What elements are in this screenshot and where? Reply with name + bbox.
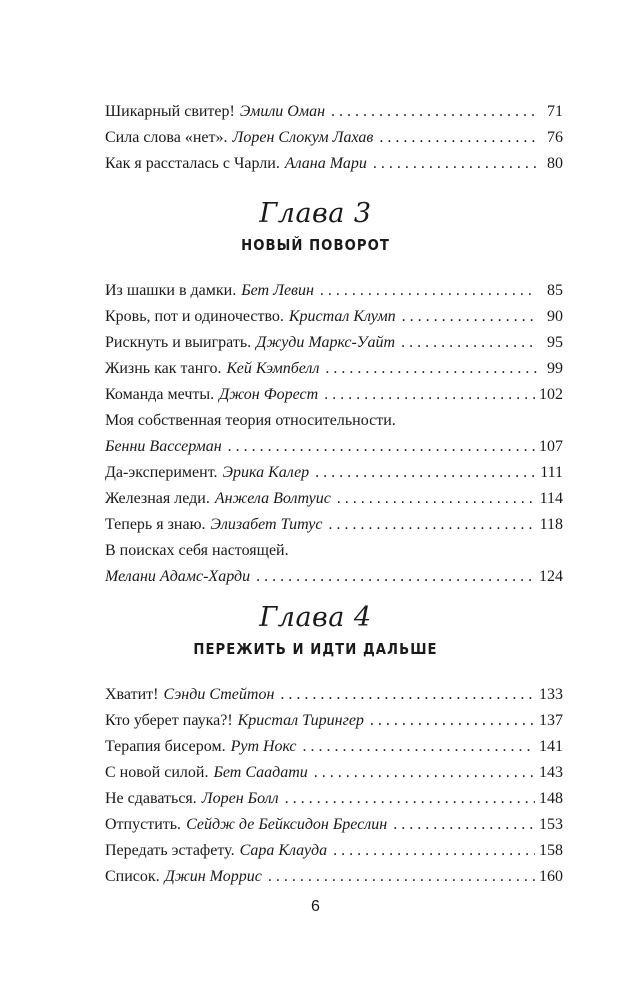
dot-leader bbox=[324, 382, 535, 408]
entry-author: Алана Мари bbox=[284, 155, 367, 172]
entry-title: Рискнуть и выиграть. bbox=[105, 334, 252, 351]
toc-entry bbox=[105, 125, 563, 151]
toc-entry bbox=[105, 838, 563, 864]
dot-leader bbox=[320, 278, 537, 304]
entry-author: Джон Форест bbox=[219, 386, 319, 403]
toc-entry bbox=[105, 99, 563, 125]
entry-title: Хватит! bbox=[105, 686, 159, 703]
toc-entry bbox=[105, 434, 563, 460]
dot-leader bbox=[328, 512, 535, 538]
entry-page-number: 107 bbox=[539, 438, 563, 455]
entry-title: Сила слова «нет». bbox=[105, 129, 228, 146]
entry-author: Лорен Слокум Лахав bbox=[232, 129, 374, 146]
chapter-label: Глава 4 bbox=[259, 602, 372, 633]
page-number: 6 bbox=[311, 898, 320, 915]
entry-author: Бет Левин bbox=[241, 282, 314, 299]
entry-page-number: 85 bbox=[547, 282, 563, 299]
toc-entry bbox=[105, 786, 563, 812]
dot-leader bbox=[337, 486, 536, 512]
entry-page-number: 160 bbox=[539, 868, 563, 885]
entry-author: Кристал Клумп bbox=[288, 308, 396, 325]
entry-page-number: 124 bbox=[539, 568, 563, 585]
entry-title: Из шашки в дамки. bbox=[105, 282, 237, 299]
entry-author: Сэнди Стейтон bbox=[163, 686, 275, 703]
entry-title: Не сдаваться. bbox=[105, 790, 197, 807]
toc-entry bbox=[105, 734, 563, 760]
toc-entry bbox=[105, 151, 563, 177]
entry-title: Как я рассталась с Чарли. bbox=[105, 155, 280, 172]
toc-entry bbox=[105, 486, 563, 512]
entry-page-number: 118 bbox=[539, 516, 563, 533]
entry-author: Лорен Болл bbox=[201, 790, 279, 807]
entry-title: Кровь, пот и одиночество. bbox=[105, 308, 284, 325]
toc-entry bbox=[105, 330, 563, 356]
entry-title: Моя собственная теория относительности. bbox=[105, 412, 396, 429]
entry-page-number: 137 bbox=[539, 712, 563, 729]
entry-page-number: 80 bbox=[547, 155, 563, 172]
dot-leader bbox=[373, 151, 537, 177]
entry-title: Список. bbox=[105, 868, 160, 885]
entry-title: Кто уберет паука?! bbox=[105, 712, 233, 729]
toc-entry bbox=[105, 278, 563, 304]
entry-title: С новой силой. bbox=[105, 764, 209, 781]
entry-page-number: 102 bbox=[539, 386, 563, 403]
entry-author: Кей Кэмпбелл bbox=[226, 360, 320, 377]
entry-author: Джуди Маркс-Уайт bbox=[256, 334, 396, 351]
dot-leader bbox=[285, 786, 535, 812]
entry-title: Шикарный свитер! bbox=[105, 103, 235, 120]
entry-title: Жизнь как танго. bbox=[105, 360, 222, 377]
dot-leader bbox=[370, 708, 535, 734]
entry-author: Джин Моррис bbox=[164, 868, 262, 885]
entry-page-number: 133 bbox=[539, 686, 563, 703]
entry-page-number: 141 bbox=[539, 738, 563, 755]
dot-leader bbox=[325, 356, 537, 382]
chapter-3-heading bbox=[0, 198, 631, 256]
toc-entry bbox=[105, 708, 563, 734]
entry-title: Терапия бисером. bbox=[105, 738, 226, 755]
entry-author: Кристал Тирингер bbox=[237, 712, 364, 729]
chapter-title: ПЕРЕЖИТЬ И ИДТИ ДАЛЬШЕ bbox=[193, 640, 438, 658]
entry-title: Передать эстафету. bbox=[105, 842, 235, 859]
toc-list-chapter-4 bbox=[105, 682, 563, 890]
toc-entry bbox=[105, 460, 563, 486]
dot-leader bbox=[402, 304, 537, 330]
dot-leader bbox=[315, 460, 536, 486]
entry-page-number: 143 bbox=[539, 764, 563, 781]
toc-entry bbox=[105, 760, 563, 786]
toc-entry bbox=[105, 356, 563, 382]
entry-title: Команда мечты. bbox=[105, 386, 215, 403]
chapter-4-heading bbox=[0, 602, 631, 660]
entry-page-number: 71 bbox=[547, 103, 563, 120]
entry-page-number: 158 bbox=[539, 842, 563, 859]
entry-author: Эмили Оман bbox=[239, 103, 325, 120]
dot-leader bbox=[303, 734, 535, 760]
entry-page-number: 99 bbox=[547, 360, 563, 377]
entry-title: Железная леди. bbox=[105, 490, 210, 507]
dot-leader bbox=[393, 812, 535, 838]
dot-leader bbox=[333, 838, 535, 864]
chapter-title: НОВЫЙ ПОВОРОТ bbox=[241, 236, 390, 254]
dot-leader bbox=[228, 434, 535, 460]
toc-entry bbox=[105, 682, 563, 708]
entry-page-number: 90 bbox=[547, 308, 563, 325]
toc-entry bbox=[105, 512, 563, 538]
entry-author: Бет Саадати bbox=[213, 764, 308, 781]
dot-leader bbox=[401, 330, 537, 356]
entry-author: Мелани Адамс-Харди bbox=[105, 568, 251, 585]
toc-entry bbox=[105, 564, 563, 590]
toc-list-continued bbox=[105, 99, 563, 177]
dot-leader bbox=[314, 760, 535, 786]
toc-entry bbox=[105, 304, 563, 330]
entry-author: Рут Нокс bbox=[230, 738, 297, 755]
entry-author: Эрика Калер bbox=[222, 464, 310, 481]
entry-title: Да-эксперимент. bbox=[105, 464, 218, 481]
entry-page-number: 111 bbox=[540, 464, 563, 481]
entry-title: Отпустить. bbox=[105, 816, 182, 833]
entry-author: Элизабет Титус bbox=[210, 516, 323, 533]
entry-page-number: 153 bbox=[539, 816, 563, 833]
toc-entry-title-line bbox=[105, 538, 563, 564]
entry-author: Сара Клауда bbox=[239, 842, 328, 859]
chapter-label: Глава 3 bbox=[259, 198, 372, 229]
toc-entry-title-line bbox=[105, 408, 563, 434]
dot-leader bbox=[256, 564, 535, 590]
entry-author: Анжела Волтуис bbox=[214, 490, 331, 507]
toc-entry bbox=[105, 864, 563, 890]
toc-entry bbox=[105, 812, 563, 838]
entry-page-number: 76 bbox=[547, 129, 563, 146]
toc-list-chapter-3 bbox=[105, 278, 563, 590]
entry-page-number: 95 bbox=[547, 334, 563, 351]
dot-leader bbox=[280, 682, 535, 708]
dot-leader bbox=[379, 125, 537, 151]
entry-author: Бенни Вассерман bbox=[105, 438, 222, 455]
entry-author: Сейдж де Бейксидон Бреслин bbox=[186, 816, 388, 833]
toc-entry bbox=[105, 382, 563, 408]
entry-page-number: 114 bbox=[539, 490, 563, 507]
entry-page-number: 148 bbox=[539, 790, 563, 807]
dot-leader bbox=[268, 864, 535, 890]
entry-title: В поисках себя настоящей. bbox=[105, 542, 289, 559]
dot-leader bbox=[331, 99, 537, 125]
entry-title: Теперь я знаю. bbox=[105, 516, 206, 533]
